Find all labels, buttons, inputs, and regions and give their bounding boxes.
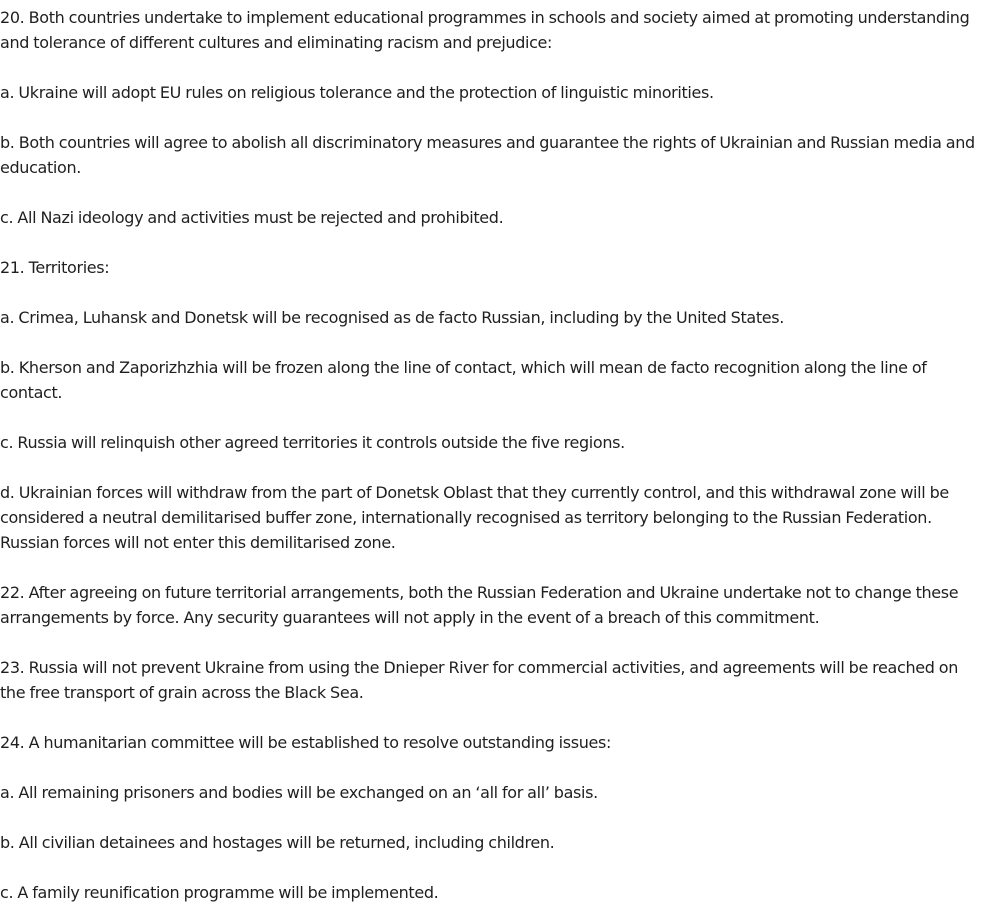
paragraph-24c: c. A family reunification programme will be implemented. [0, 883, 439, 902]
paragraph-20c: c. All Nazi ideology and activities must be rejected and prohibited. [0, 208, 504, 227]
paragraph-21b: b. Kherson and Zaporizhzhia will be frozen along the line of contact, which will mean de facto recognition along the line of contact. [0, 358, 927, 402]
paragraph-21: 21. Territories: [0, 258, 110, 277]
paragraph-22: 22. After agreeing on future territorial arrangements, both the Russian Federation and Ukraine undertake not to change these arrangements by force. Any security guarantees will not apply in the event of a breach of this commitment. [0, 583, 959, 627]
paragraph-21a: a. Crimea, Luhansk and Donetsk will be recognised as de facto Russian, including by the United States. [0, 308, 784, 327]
paragraph-20: 20. Both countries undertake to implement educational programmes in schools and society aimed at promoting understanding and tolerance of different cultures and eliminating racism and prejudice: [0, 8, 970, 52]
paragraph-24b: b. All civilian detainees and hostages will be returned, including children. [0, 833, 555, 852]
paragraph-23: 23. Russia will not prevent Ukraine from using the Dnieper River for commercial activities, and agreements will be reached on the free transport of grain across the Black Sea. [0, 658, 959, 702]
paragraph-21c: c. Russia will relinquish other agreed territories it controls outside the five regions. [0, 433, 625, 452]
paragraph-24a: a. All remaining prisoners and bodies will be exchanged on an ‘all for all’ basis. [0, 783, 598, 802]
paragraph-20b: b. Both countries will agree to abolish all discriminatory measures and guarantee the rights of Ukrainian and Russian media and education. [0, 133, 975, 177]
paragraph-21d: d. Ukrainian forces will withdraw from the part of Donetsk Oblast that they currently control, and this withdrawal zone will be considered a neutral demilitarised buffer zone, internationally recognised as territory belonging to the Russian Federation. Russian forces will not enter this demilitarised zone. [0, 483, 949, 552]
paragraph-20a: a. Ukraine will adopt EU rules on religious tolerance and the protection of linguistic minorities. [0, 83, 714, 102]
paragraph-24: 24. A humanitarian committee will be established to resolve outstanding issues: [0, 733, 612, 752]
